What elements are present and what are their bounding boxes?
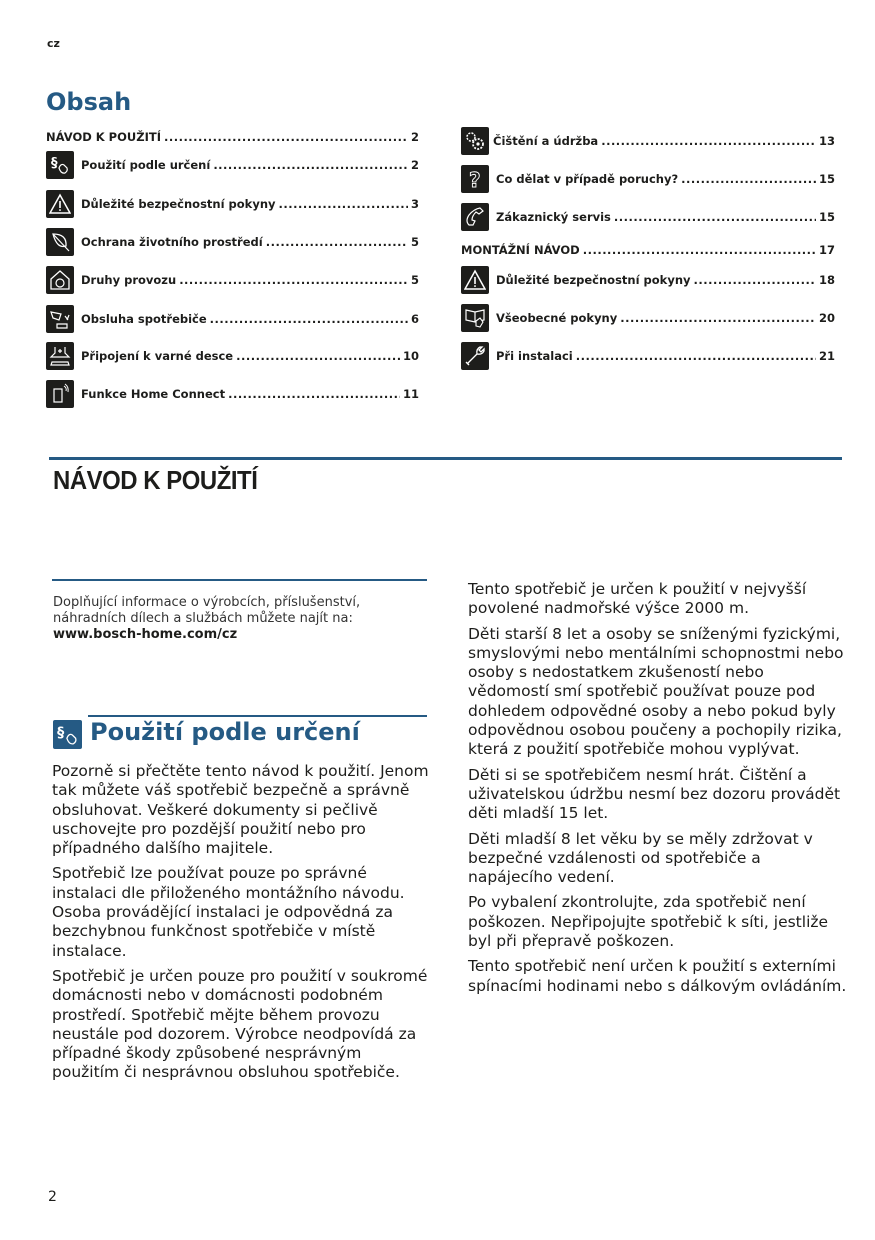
book-hand-icon [461,304,489,332]
toc-item-label: Zákaznický servis [496,210,611,224]
toc-leader [681,172,816,186]
toc-entry[interactable] [46,305,419,333]
svg-text:?: ? [469,168,481,190]
toc-item-label: Použití podle určení [81,158,211,172]
svg-text:§: § [56,724,64,741]
body-column-right [468,580,848,1002]
toc-leader [228,387,400,401]
toc-entry[interactable] [461,304,835,332]
gears-icon [461,127,489,155]
paragraph: Pozorně si přečtěte tento návod k použití. Jenom tak můžete váš spotřebič bezpečně a správně obsluhovat. Veškeré dokumenty si pečlivě uschovejte pro pozdější použití nebo pro případného dalšího majitele. [52,762,429,858]
toc-item-label: Obsluha spotřebiče [81,312,207,326]
toc-leader [279,197,408,211]
toc-entry[interactable] [46,151,419,179]
paragraph: Děti starší 8 let a osoby se sníženými fyzickými, smyslovými nebo mentálními schopnostmi nebo osoby s nedostatkem zkušeností nebo vědomostí smí spotřebič používat pouze pod dohledem odpovědné osoby a nebo pokud byly odpovědnou osobou poučeny a pochopily rizika, která z použití spotřebiče mohou vyplývat. [468,624,844,759]
toc-leader [236,349,400,363]
toc-entry[interactable] [461,127,835,155]
toc-entry[interactable] [46,130,419,144]
paragraph: Děti mladší 8 let věku by se měly zdržovat v bezpečné vzdálenosti od spotřebiče a napájecího vedení. [468,829,813,887]
toc-page: 17 [818,243,835,257]
paragraph-hand-icon [53,720,82,749]
paragraph: Tento spotřebič je určen k použití v nejvyšší povolené nadmořské výšce 2000 m. [468,580,807,618]
toc-item-label: Druhy provozu [81,273,177,287]
toc-page: 15 [818,210,835,224]
toc-leader [164,130,408,144]
info-note [53,595,433,643]
toc-item-label: Čištění a údržba [493,134,599,148]
toc-page: 5 [410,273,419,287]
website-link[interactable]: www.bosch-home.com/cz [53,627,238,642]
heading-rule [49,457,842,460]
page-number: 2 [48,1189,57,1205]
toc-item-label: Důležité bezpečnostní pokyny [496,273,691,287]
toc-leader [576,349,816,363]
paragraph-hand-icon [46,151,74,179]
language-code: cz [47,37,60,50]
hand-operation-icon [46,305,74,333]
toc-page: 10 [402,349,419,363]
toc-leader [694,273,816,287]
toc-page: 2 [410,130,419,144]
toc-page: 6 [410,312,419,326]
paragraph: Děti si se spotřebičem nesmí hrát. Čištění a uživatelskou údržbu nesmí bez dozoru provádět děti mladší 15 let. [468,765,841,823]
warning-icon [461,266,489,294]
body-column-left [52,762,432,1089]
toc-page: 11 [402,387,419,401]
toc-leader [210,312,408,326]
toc-page: 21 [818,349,835,363]
toc-section-label: MONTÁŽNÍ NÁVOD [461,243,580,257]
toc-entry[interactable] [46,228,419,256]
toc-leader [620,311,816,325]
toc-leader [614,210,816,224]
toc-page: 5 [410,235,419,249]
svg-text:§: § [51,156,58,171]
toc-item-label: Všeobecné pokyny [496,311,618,325]
toc-entry[interactable] [46,380,419,408]
wrench-icon [461,342,489,370]
telephone-icon [461,203,489,231]
toc-page: 13 [818,134,835,148]
main-heading: NÁVOD K POUŽITÍ [53,465,258,495]
toc-entry[interactable] [46,266,419,294]
toc-page: 15 [818,172,835,186]
toc-entry[interactable] [461,203,835,231]
section-title: Použití podle určení [90,718,360,746]
paragraph: Tento spotřebič není určen k použití s externími spínacími hodinami nebo s dálkovým ovládáním. [468,957,847,995]
toc-page: 2 [410,158,419,172]
toc-leader [266,235,408,249]
toc-entry[interactable] [461,266,835,294]
toc-entry[interactable] [461,243,835,257]
info-rule [52,579,427,581]
toc-entry[interactable] [461,165,835,193]
toc-leader [213,158,408,172]
paragraph: Po vybalení zkontrolujte, zda spotřebič není poškozen. Nepřipojujte spotřebič k síti, jestliže byl při přepravě poškozen. [468,893,829,951]
toc-page: 20 [818,311,835,325]
leaf-icon [46,228,74,256]
toc-leader [179,273,408,287]
toc-title: Obsah [46,88,132,116]
toc-entry[interactable] [461,342,835,370]
toc-entry[interactable] [46,190,419,218]
toc-item-label: Připojení k varné desce [81,349,234,363]
toc-item-label: Při instalaci [496,349,573,363]
paragraph: Spotřebič lze používat pouze po správné instalaci dle přiloženého montážního návodu. Osoba provádějící instalaci je odpovědná za bezchybnou funkčnost spotřebiče v místě instalace. [52,864,405,960]
toc-page: 3 [410,197,419,211]
toc-item-label: Co dělat v případě poruchy? [496,172,679,186]
toc-leader [583,243,816,257]
toc-item-label: Důležité bezpečnostní pokyny [81,197,276,211]
phone-connect-icon [46,380,74,408]
paragraph: Spotřebič je určen pouze pro použití v soukromé domácnosti nebo v domácnosti podobném prostředí. Spotřebič mějte během provozu neustále pod dozorem. Výrobce neodpovídá za případné škody způsobené nesprávným použitím či nesprávnou obsluhou spotřebiče. [52,966,428,1082]
toc-entry[interactable] [46,342,419,370]
toc-item-label: Ochrana životního prostředí [81,235,263,249]
info-text: Doplňující informace o výrobcích, příslušenství, náhradních dílech a službách můžete najít na: [53,595,361,626]
toc-item-label: Funkce Home Connect [81,387,226,401]
hood-hob-icon [46,342,74,370]
toc-page: 18 [818,273,835,287]
toc-leader [601,134,816,148]
question-icon [461,165,489,193]
section-rule [88,715,427,717]
house-fan-icon [46,266,74,294]
warning-icon [46,190,74,218]
toc-section-label: NÁVOD K POUŽITÍ [46,130,161,144]
